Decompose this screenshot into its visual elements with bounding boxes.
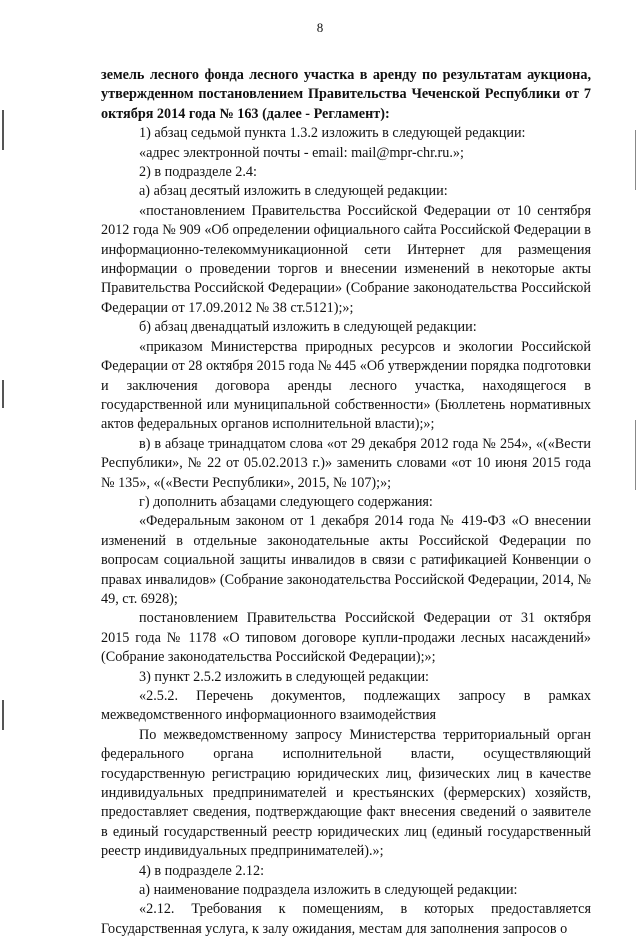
scan-artifact-left-top bbox=[2, 110, 4, 150]
page-number: 8 bbox=[316, 20, 324, 35]
document-paragraph: «приказом Министерства природных ресурсов и экологии Российской Федерации от 28 октября 2015 года № 445 «Об утверждении порядка подготовки и заключения договора аренды лесного участка, находящегося в государственной или муниципальной собственности» (Бюллетень нормативных актов федеральных органов исполнительной власти);»; bbox=[101, 338, 591, 433]
document-paragraph: 4) в подразделе 2.12: bbox=[139, 862, 265, 879]
document-paragraph: а) наименование подраздела изложить в следующей редакции: bbox=[139, 882, 518, 899]
document-paragraph: 1) абзац седьмой пункта 1.3.2 изложить в следующей редакции: bbox=[139, 125, 526, 142]
document-paragraph: «адрес электронной почты - email: mail@mpr-chr.ru.»; bbox=[139, 144, 464, 161]
document-paragraph: в) в абзаце тринадцатом слова «от 29 декабря 2012 года № 254», «(«Вести Республики», № 22 от 05.02.2013 г.)» заменить словами «от 10 июня 2015 года № 135», «(«Вести Республики», 2015, № 107);»; bbox=[101, 435, 591, 491]
document-paragraph: 3) пункт 2.5.2 изложить в следующей редакции: bbox=[139, 668, 429, 685]
document-paragraph: а) абзац десятый изложить в следующей редакции: bbox=[139, 183, 448, 200]
scan-artifact-left-middle bbox=[2, 380, 4, 408]
document-heading-continuation: земель лесного фонда лесного участка в аренду по результатам аукциона, утвержденном постановлением Правительства Чеченской Республики от 7 октября 2014 года № 163 (далее - Регламент): bbox=[101, 67, 591, 122]
document-paragraph: б) абзац двенадцатый изложить в следующей редакции: bbox=[139, 319, 477, 336]
scan-artifact-right-middle bbox=[635, 420, 636, 490]
document-paragraph: г) дополнить абзацами следующего содержания: bbox=[139, 493, 433, 510]
document-paragraph: постановлением Правительства Российской Федерации от 31 октября 2015 года № 1178 «О типовом договоре купли-продажи лесных насаждений» (Собрание законодательства Российской Федерации);»; bbox=[101, 610, 591, 666]
scan-artifact-left-bottom bbox=[2, 700, 4, 730]
document-body bbox=[101, 66, 591, 939]
document-paragraph: «2.5.2. Перечень документов, подлежащих запросу в рамках межведомственного информационного взаимодействия bbox=[101, 688, 591, 724]
document-paragraph: По межведомственному запросу Министерства территориальный орган федерального органа исполнительной власти, осуществляющий государственную регистрацию юридических лиц, физических лиц в качестве индивидуальных предпринимателей и крестьянских (фермерских) хозяйств, предоставляет сведения, подтверждающие факт внесения сведений о заявителе в единый государственный реестр юридических лиц (единый государственный реестр индивидуальных предпринимателей).»; bbox=[101, 726, 591, 860]
document-paragraph: «постановлением Правительства Российской Федерации от 10 сентября 2012 года № 909 «Об определении официального сайта Российской Федерации в информационно-телекоммуникационной сети Интернет для размещения информации о проведении торгов и внесении изменений в некоторые акты Правительства Российской Федерации» (Собрание законодательства Российской Федерации от 17.09.2012 № 38 ст.5121);»; bbox=[101, 202, 591, 316]
document-paragraph: «2.12. Требования к помещениям, в которых предоставляется Государственная услуга, к залу ожидания, местам для заполнения запросов о bbox=[101, 901, 591, 937]
document-paragraph: 2) в подразделе 2.4: bbox=[139, 164, 257, 181]
scan-artifact-right-top bbox=[635, 130, 636, 190]
document-paragraph: «Федеральным законом от 1 декабря 2014 года № 419-ФЗ «О внесении изменений в отдельные законодательные акты Российской Федерации по вопросам социальной защиты инвалидов в связи с ратификацией Конвенции о правах инвалидов» (Собрание законодательства Российской Федерации, 2014, № 49, ст. 6928); bbox=[101, 513, 591, 607]
